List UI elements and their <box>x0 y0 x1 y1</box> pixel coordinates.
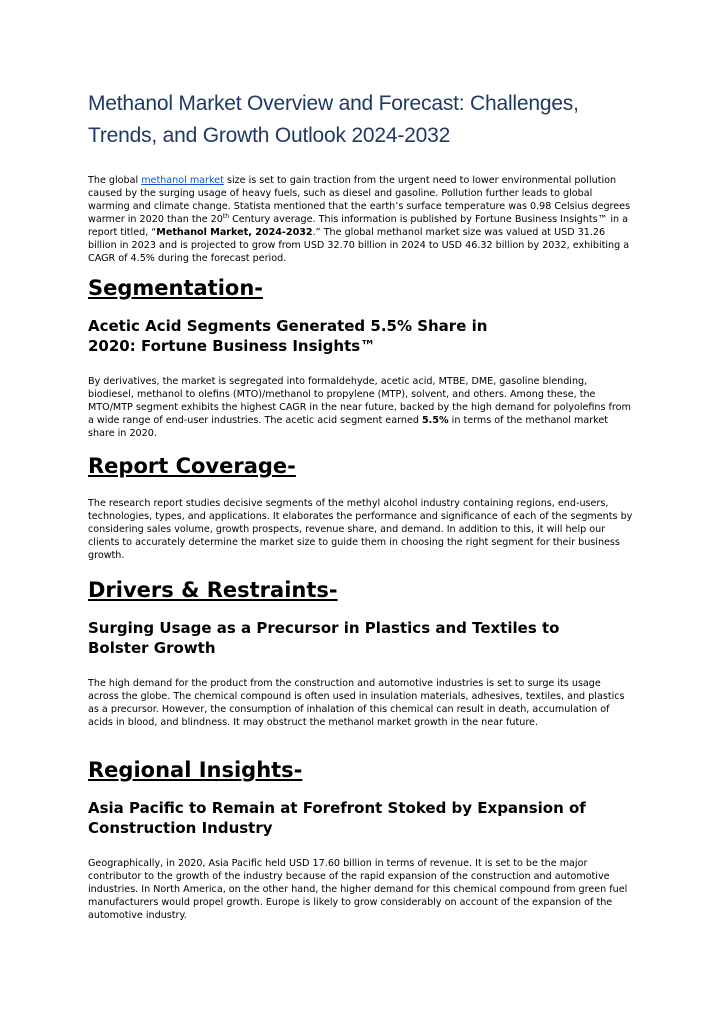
segmentation-heading: Segmentation- <box>88 276 264 300</box>
intro-text-3: Century average. This information is published by Fortune Business Insights™ in a report titled, “ <box>88 214 628 238</box>
intro-paragraph <box>88 174 633 265</box>
coverage-section <box>88 452 633 562</box>
coverage-heading: Report Coverage- <box>88 454 296 478</box>
regional-section <box>88 756 633 922</box>
regional-paragraph: Geographically, in 2020, Asia Pacific held USD 17.60 billion in terms of revenue. It is set to be the major contributor to the growth of the industry because of the rapid expansion of the construction and automotive industries. In North America, on the other hand, the higher demand for this chemical compound from green fuel manufacturers would propel growth. Europe is likely to grow considerably on account of the expansion of the automotive industry. <box>88 858 628 921</box>
drivers-heading: Drivers & Restraints- <box>88 578 338 602</box>
methanol-market-link[interactable]: methanol market <box>141 175 224 186</box>
segmentation-section <box>88 274 633 440</box>
segmentation-share-value: 5.5% <box>422 415 449 426</box>
drivers-paragraph: The high demand for the product from the construction and automotive industries is set to surge its usage across the globe. The chemical compound is often used in insulation materials, adhesives, textiles, and plastics as a precursor. However, the consumption of inhalation of this chemical can result in death, accumulation of acids in blood, and blindness. It may obstruct the methanol market growth in the near future. <box>88 678 625 728</box>
intro-superscript: th <box>222 212 230 220</box>
intro-text-2: size is set to gain traction from the urgent need to lower environmental pollution caused by the surging usage of heavy fuels, such as diesel and gasoline. Pollution further leads to global warming and climate change. Statista mentioned that the earth’s surface temperature was 0.98 Celsius degrees warmer in 2020 than the 20 <box>88 175 631 225</box>
intro-text-1: The global <box>88 175 142 186</box>
coverage-paragraph: The research report studies decisive segments of the methyl alcohol industry containing regions, end-users, technologies, types, and applications. It elaborates the performance and significance of each of the segments by considering sales volume, growth prospects, revenue share, and demand. In addition to this, it will help our clients to accurately determine the market size to guide them in choosing the right segment for their business growth. <box>88 498 633 561</box>
document-content <box>88 88 633 921</box>
document-title: Methanol Market Overview and Forecast: Challenges, Trends, and Growth Outlook 2024-2032 <box>88 92 579 147</box>
segmentation-text-2: in terms of the methanol market share in 2020. <box>88 415 609 439</box>
intro-report-title: Methanol Market, 2024-2032 <box>156 227 313 238</box>
segmentation-paragraph <box>88 375 633 440</box>
regional-subheading: Asia Pacific to Remain at Forefront Stoked by Expansion of Construction Industry <box>88 799 586 837</box>
drivers-section <box>88 576 633 729</box>
drivers-subheading: Surging Usage as a Precursor in Plastics and Textiles to Bolster Growth <box>88 619 560 657</box>
segmentation-subheading: Acetic Acid Segments Generated 5.5% Share in 2020: Fortune Business Insights™ <box>88 317 488 355</box>
segmentation-text-1: By derivatives, the market is segregated into formaldehyde, acetic acid, MTBE, DME, gasoline blending, biodiesel, methanol to olefins (MTO)/methanol to propylene (MTP), solvent, and others. Among these, the MTO/MTP segment exhibits the highest CAGR in the near future, backed by the high demand for polyolefins from a wide range of end-user industries. The acetic acid segment earned <box>88 376 631 426</box>
intro-text-4: .” The global methanol market size was valued at USD 31.26 billion in 2023 and is projected to grow from USD 32.70 billion in 2024 to USD 46.32 billion by 2032, exhibiting a CAGR of 4.5% during the forecast period. <box>88 227 630 264</box>
regional-heading: Regional Insights- <box>88 758 303 782</box>
